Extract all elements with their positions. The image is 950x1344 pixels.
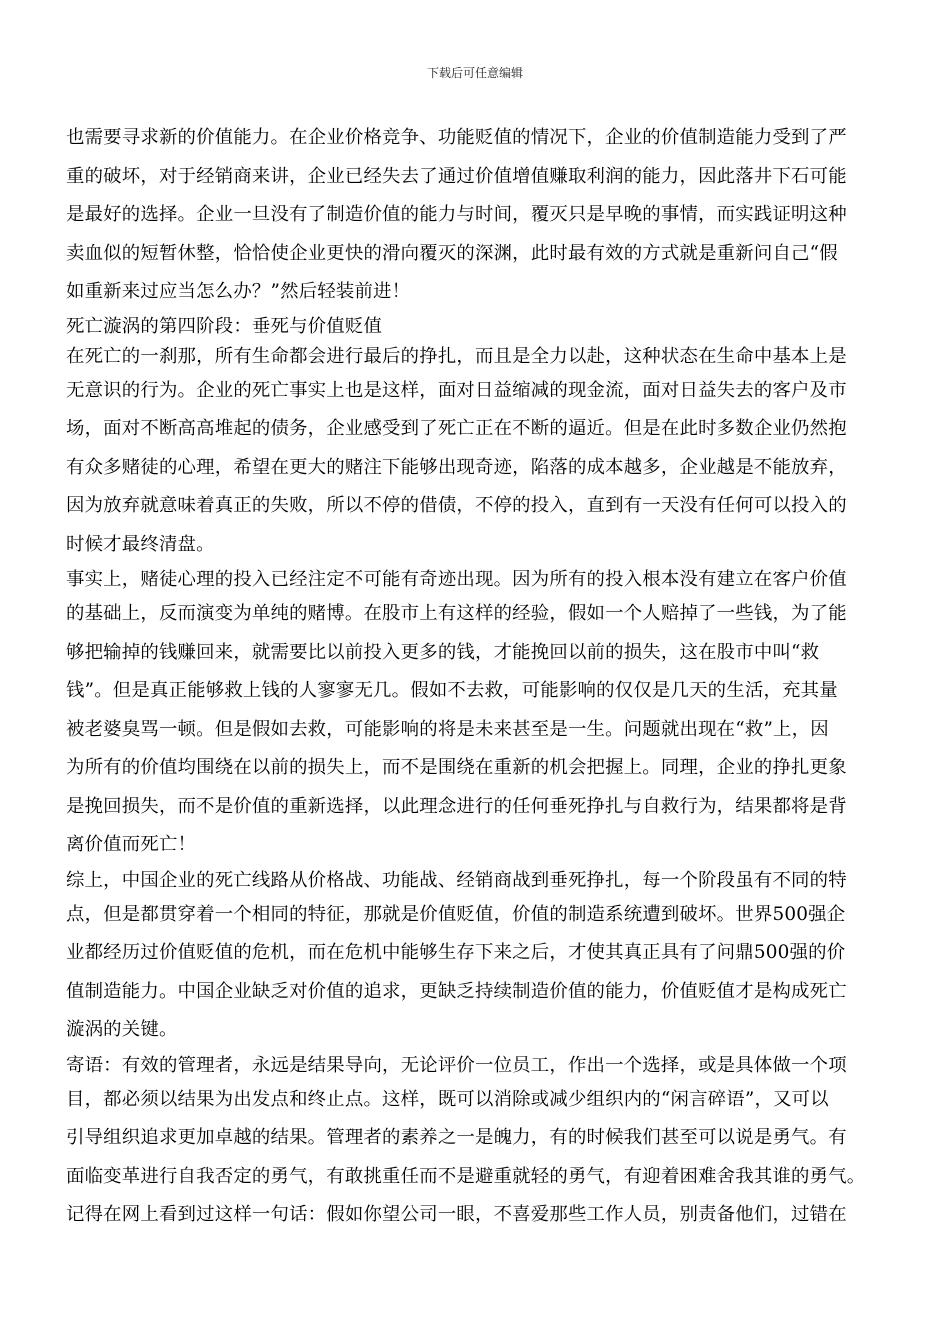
text-line: 为所有的价值均围绕在以前的损失上，而不是围绕在重新的机会把握上。同理，企业的挣扎更象: [66, 757, 847, 778]
text-line: 因为放弃就意味着真正的失败，所以不停的借债，不停的投入，直到有一天没有任何可以投入的: [66, 495, 847, 516]
text-line: 是挽回损失，而不是价值的重新选择，以此理念进行的任何垂死挣扎与自救行为，结果都将是背: [66, 795, 847, 817]
header-note: 下载后可任意编辑: [426, 66, 523, 80]
text-line: 记得在网上看到过这样一句话：假如你望公司一眼，不喜爱那些工作人员，别责备他们，过错在: [66, 1204, 847, 1225]
text-line: 综上，中国企业的死亡线路从价格战、功能战、经销商战到垂死挣扎，每一个阶段虽有不同的特: [66, 869, 847, 891]
text-line: 也需要寻求新的价值能力。在企业价格竞争、功能贬值的情况下，企业的价值制造能力受到了严: [66, 127, 847, 148]
text-line: 场，面对不断高高堆起的债务，企业感受到了死亡正在不断的逼近。但是在此时多数企业仍然抱: [66, 418, 847, 439]
text-line: 时候才最终清盘。: [66, 533, 215, 555]
text-line: 在死亡的一刹那，所有生命都会进行最后的挣扎，而且是全力以赴，这种状态在生命中基本上是: [66, 345, 847, 367]
text-line: 事实上，赌徒心理的投入已经注定不可能有奇迹出现。因为所有的投入根本没有建立在客户价值: [66, 569, 847, 590]
text-line: 目，都必须以结果为出发点和终止点。这样，既可以消除或减少组织内的“闲言碎语”，又可以: [66, 1088, 829, 1110]
text-line: 业都经历过价值贬值的危机，而在危机中能够生存下来之后，才使其真正具有了问鼎500强的价: [66, 942, 846, 963]
text-line: 离价值而死亡！: [66, 834, 197, 855]
text-line: 钱”。但是真正能够救上钱的人寥寥无几。假如不去救，可能影响的仅仅是几天的生活，充其量: [66, 680, 838, 701]
text-line: 点，但是都贯穿着一个相同的特征，那就是价值贬值，价值的制造系统遭到破坏。世界500强企: [66, 903, 846, 925]
document-body: [66, 119, 886, 1235]
text-line: 的基础上，反而演变为单纯的赌博。在股市上有这样的经验，假如一个人赔掉了一些钱，为了能: [66, 603, 847, 624]
text-line: 面临变革进行自我否定的勇气，有敢挑重任而不是避重就轻的勇气，有迎着困难舍我其谁的勇气。: [66, 1165, 866, 1187]
text-line: 重的破坏，对于经销商来讲，企业已经失去了通过价值增值赚取利润的能力，因此落井下石可能: [66, 165, 847, 187]
text-line: 够把输掉的钱赚回来，就需要比以前投入更多的钱，才能挽回以前的损失，这在股市中叫“救: [66, 641, 820, 663]
text-line: 如重新来过应当怎么办？”然后轻装前进！: [66, 281, 411, 302]
text-line: 无意识的行为。企业的死亡事实上也是这样，面对日益缩减的现金流，面对日益失去的客户及市: [66, 379, 847, 401]
text-line: 漩涡的关键。: [66, 1019, 178, 1040]
text-line: 是最好的选择。企业一旦没有了制造价值的能力与时间，覆灭只是早晚的事情，而实践证明这种: [66, 204, 847, 225]
text-line: 被老婆臭骂一顿。但是假如去救，可能影响的将是未来甚至是一生。问题就出现在“救”上，因: [66, 718, 829, 740]
section-heading: 死亡漩涡的第四阶段：垂死与价值贬值: [66, 315, 383, 337]
text-line: 引导组织追求更加卓越的结果。管理者的素养之一是魄力，有的时候我们甚至可以说是勇气。有: [66, 1127, 847, 1148]
text-line: 卖血似的短暂休整，恰恰使企业更快的滑向覆灭的深渊，此时最有效的方式就是重新问自己“假: [66, 242, 838, 264]
text-line: 值制造能力。中国企业缺乏对价值的追求，更缺乏持续制造价值的能力，价值贬值才是构成死亡: [66, 980, 847, 1002]
text-line: 有众多赌徒的心理，希望在更大的赌注下能够出现奇迹，陷落的成本越多，企业越是不能放弃，: [66, 456, 847, 478]
text-line: 寄语：有效的管理者，永远是结果导向，无论评价一位员工，作出一个选择，或是具体做一个项: [66, 1054, 847, 1076]
